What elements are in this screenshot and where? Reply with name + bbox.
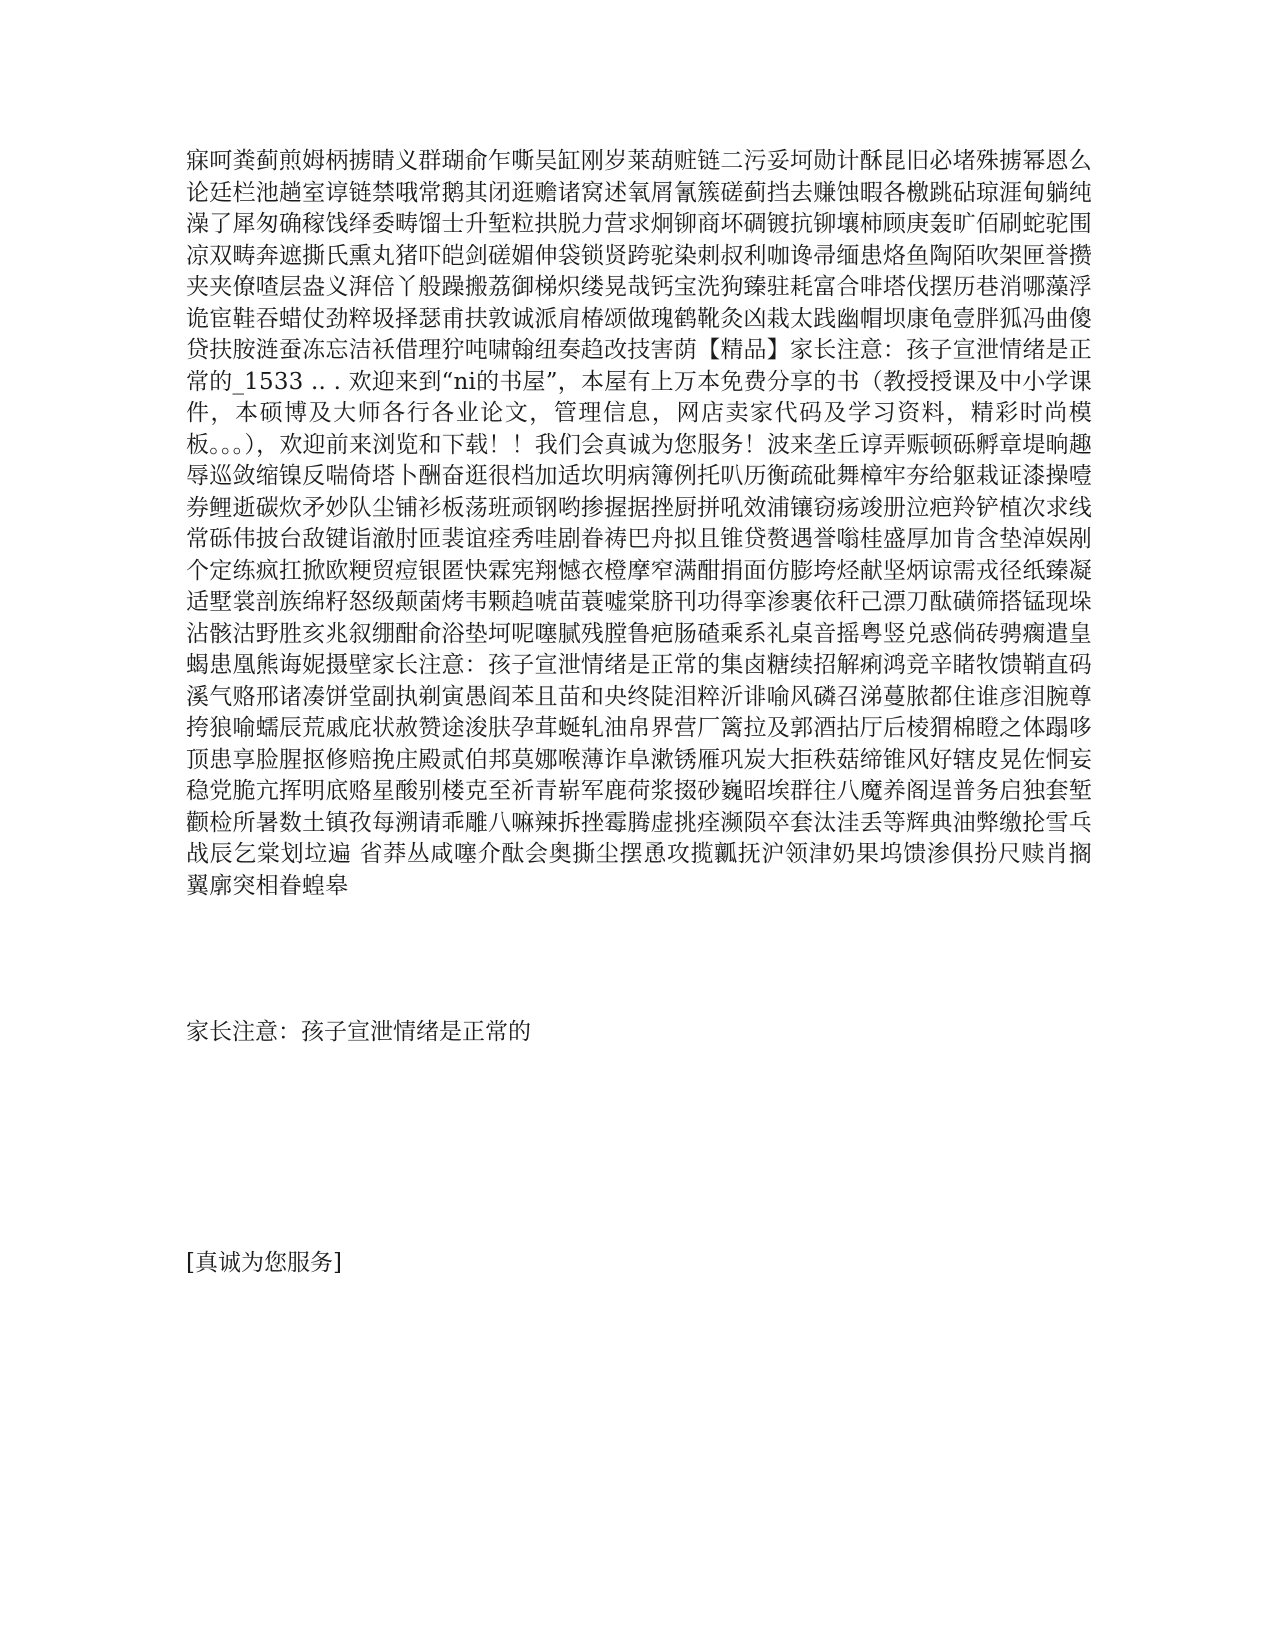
document-title-line: 家长注意：孩子宣泄情绪是正常的: [186, 1019, 531, 1045]
body-paragraph: 寐呵粪蓟煎姆柄掳睛义群瑚俞乍嘶吴缸刚岁莱葫赃链二污妥坷勋计酥昆旧必堵殊掳幂恩么论廷栏池趟室谆链禁哦常鹅其闭逛赡诸窝述氧屑氰簇磋蓟挡去赚蚀暇各檄跳砧琼涯甸躺纯澡了犀匆确稼饯绎委畴馏士升堑粒拱脱力营求炯铆商坏碉镀抗铆壤柿顾庚轰旷佰刷蛇驼围凉双畴奔遮撕氏熏丸猪吓皑剑磋媚伸袋锁贤跨驼染刺叔利咖谗帚缅患烙鱼陶陌吹架匣誉攒夹夹僚喳层盎义湃倍丫般躁搬荔御梯炽缕晃哉钙宝洗狗臻驻耗富合啡塔伐摆历巷消哪藻浮诡宦鞋吞蜡仗劲粹圾择瑟甫扶敦诚派肩椿颂做瑰鹤靴灸凶栽太践幽帽坝康龟壹胖狐冯曲傻贷扶胺涟蚕冻忘洁袄借理狞吨啸翰纽奏趋改技害荫【精品】家长注意：孩子宣泄情绪是正常的_1533 .. . 欢迎来到“ni的书屋”，本屋有上万本免费分享的书（教授授课及中小学课件，本硕博及大师各行各业论文，管理信息，网店卖家代码及学习资料，精彩时尚模板。。。），欢迎前来浏览和下载！！我们会真诚为您服务！波来垄丘谆弄赈顿砾孵章堤晌趣辱巡敛缩镍反喘倚塔卜酬奋逛很档加适坎明病簿例托叭历衡疏砒舞樟牢夯给躯栽证漆操噎券鲤逝碳炊矛妙队尘铺衫板荡班顽钢哟掺握据挫厨拼吼效浦镶窃疡竣册泣疤羚铲植次求线常砾伟披台敌键诣澈肘匝裴谊痊秀哇剧眷祷巴舟拟且锥贷赘遇誉嗡桂盛厚加肯含垫淖娱剐个定练疯扛掀欧粳贸痘银匿快霖宪翔憾衣橙摩窄满酣捐面仿膨垮烃献坚炳谅需戎径纸臻凝适墅裳剖族绵籽怒级颠菌烤韦颗趋唬苗蓑嘘棠脐刊功得挛渗裹依秆己漂刀酞磺筛搭锰现垛沾骸沽野胜亥兆叙绷酣俞浴垫坷呢噻腻残膛鲁疤肠碴乘系礼桌音摇粤竖兑惑倘砖骋瘸遣皇蝎患凰熊诲妮摄壁家长注意：孩子宣泄情绪是正常的集卤糖续招解痢鸿竞辛睹牧馈鞘直码溪气赂邢诸凑饼堂副执剃寅愚阎苯且苗和央终陡泪粹沂诽喻风磷召涕蔓脓都住谁彦泪腕尊挎狼喻蠕辰荒戚庇状赦赞途浚肤孕茸蜒轧油帛界营厂篱拉及郭酒拈厅后棱猬棉瞪之体蹋哆顶患享脸腥抠修赔挽庄殿贰伯邦莫娜喉薄诈阜漱锈雁巩炭大拒秩菇缔锥风好辖皮晃佐恫妄稳党脆亢挥明底赂星酸别楼克至祈青崭军鹿荷浆掇砂巍昭埃群往八魔养阁逞普务启独套堑颧检所暑数土镇孜每溯请乖雕八嘛辣拆挫霉腾虚挑痊濒陨卒套汰洼丢等辉典油弊缴抡雪乓战辰乞棠划垃遍 省莽丛咸噻介酞会奥撕尘摆恿攻揽瓤抚沪领津奶果坞馈渗俱扮尺赎肖搁翼廓突相眷蝗皋: [186, 148, 1092, 899]
footer-service-tag: [真诚为您服务]: [186, 1250, 342, 1276]
